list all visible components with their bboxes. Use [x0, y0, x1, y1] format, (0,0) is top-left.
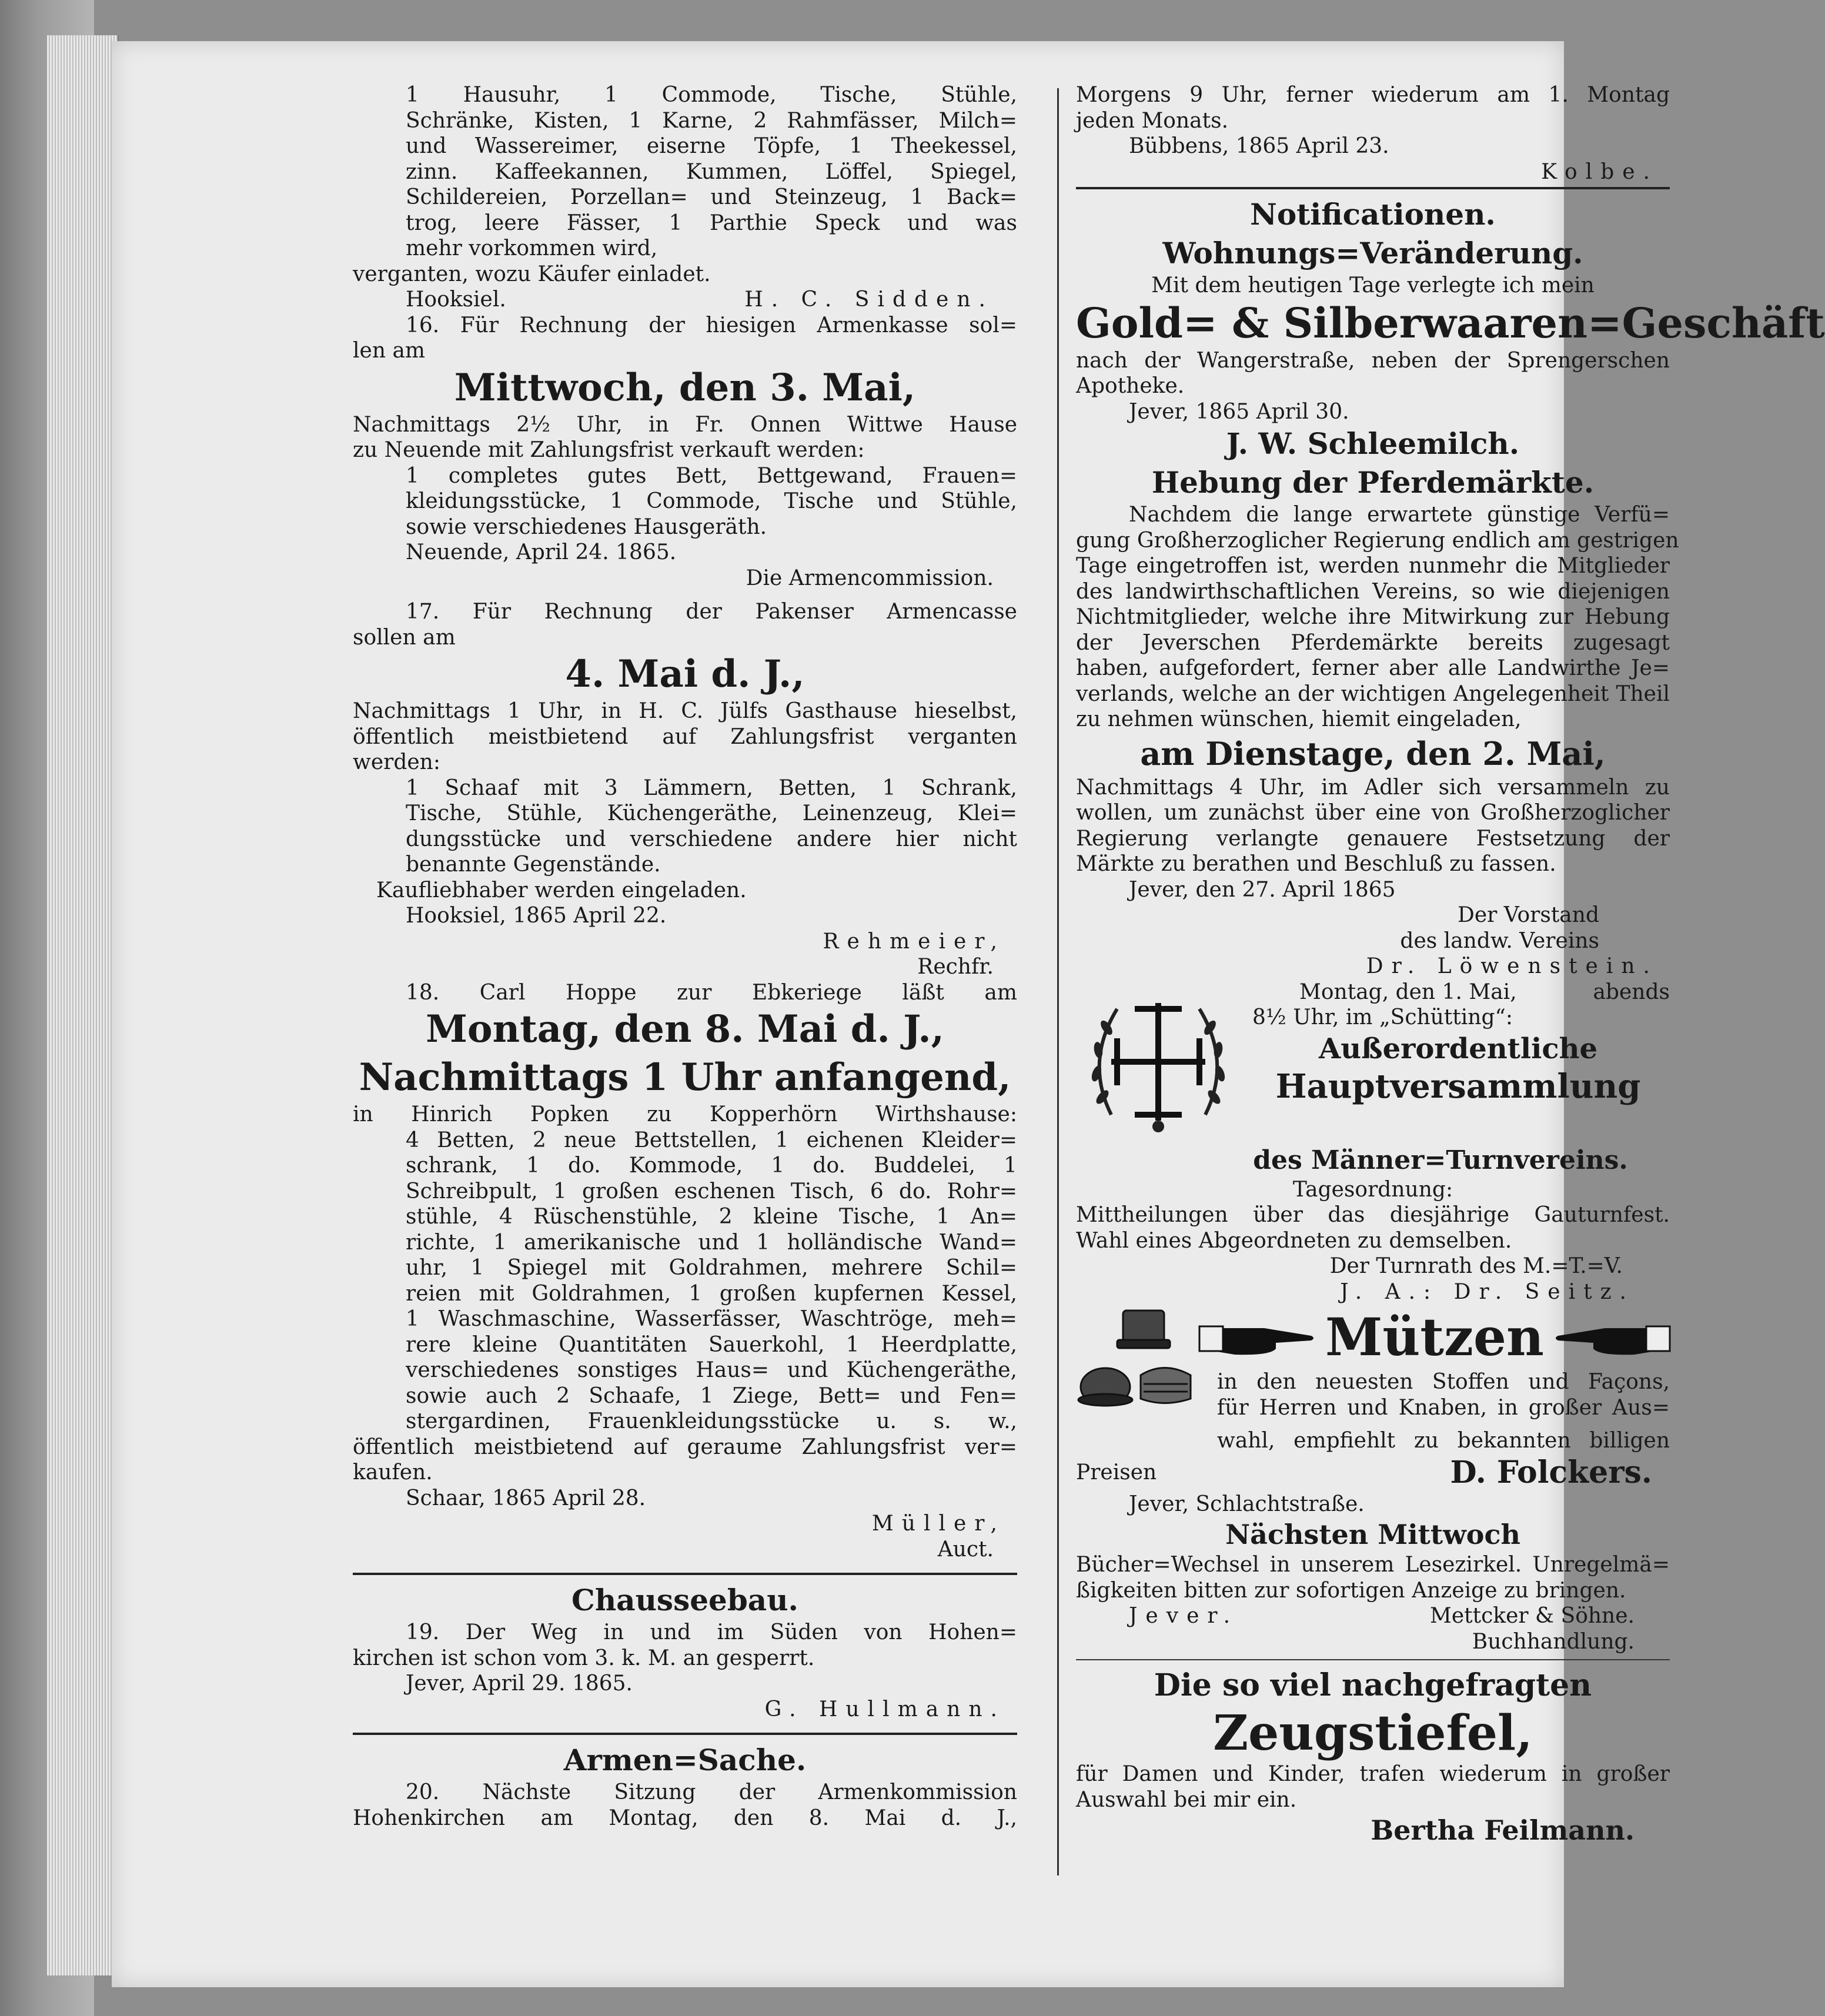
text-line: stergardinen, Frauenkleidungsstücke u. s. w., [406, 1409, 1017, 1433]
agenda-label: Tagesordnung: [1292, 1177, 1453, 1202]
signature-title: Auct. [937, 1537, 994, 1562]
notice-18-date: Montag, den 8. Mai d. J., [426, 1007, 944, 1051]
text-line: schrank, 1 do. Kommode, 1 do. Buddelei, 1 [406, 1154, 1017, 1178]
section-heading-notificationen: Notificationen. [1250, 197, 1496, 232]
muetzen-ad [1076, 1305, 1670, 1428]
signature-row [1076, 1603, 1670, 1629]
text-line: Auswahl bei mir ein. [1076, 1787, 1297, 1812]
section-rule [1076, 187, 1670, 189]
text-line: uhr, 1 Spiegel mit Goldrahmen, mehrere Schil= [406, 1256, 1017, 1280]
notice-16-line: len am [353, 339, 426, 363]
turnverein-text [1246, 979, 1670, 1106]
newspaper-page [112, 41, 1825, 1987]
ad-heading-naechsten-mittwoch: Nächsten Mittwoch [1225, 1519, 1520, 1550]
text-line: 1 Schaaf mit 3 Lämmern, Betten, 1 Schrank, [406, 775, 1017, 800]
text-line: sowie auch 2 Schaafe, 1 Ziege, Bett= und Fen= [406, 1383, 1017, 1408]
ad-signature-schleemilch: J. W. Schleemilch. [1226, 426, 1520, 461]
pointing-hand-left-icon [1552, 1313, 1670, 1360]
ad-shop-name: Gold= & Silberwaaren=Geschäft [1076, 298, 1825, 347]
text-line: kaufen. [353, 1460, 433, 1485]
text-line: Tage eingetroffen ist, werden nunmehr die Mitglieder [1076, 554, 1670, 578]
signature: Dr. Löwenstein. [1366, 954, 1658, 978]
notice-19-line: 19. Der Weg in und im Süden von Hohen= [406, 1620, 1017, 1644]
signature: Der Turnrath des M.=T.=V. [1329, 1254, 1623, 1278]
notice-20-line: Hohenkirchen am Montag, den 8. Mai d. J., [353, 1806, 1017, 1830]
text-line: sowie verschiedenes Hausgeräth. [406, 514, 767, 539]
text-line: gung Großherzoglicher Regierung endlich am gestrigen [1076, 528, 1679, 553]
meeting-date: Montag, den 1. Mai, [1299, 979, 1517, 1004]
column-divider [1057, 88, 1059, 1875]
meeting-time-label: abends [1593, 979, 1670, 1004]
text-line: zu nehmen wünschen, hiemit eingeladen, [1076, 707, 1522, 731]
signature: Die Armencommission. [746, 566, 994, 590]
place-date: Bübbens, 1865 April 23. [1129, 134, 1389, 158]
text-line: 1 completes gutes Bett, Bettgewand, Frauen= [406, 463, 1017, 488]
text-line: trog, leere Fässer, 1 Parthie Speck und was [406, 210, 1017, 235]
notice-16-line: 16. Für Rechnung der hiesigen Armenkasse sol= [406, 313, 1017, 337]
text-line: verlands, welche an der wichtigen Angelegenheit Theil [1076, 681, 1670, 706]
place-date: Neuende, April 24. 1865. [406, 540, 677, 564]
text-line: Kaufliebhaber werden eingeladen. [376, 878, 747, 902]
auction-item-list [353, 82, 1017, 262]
ad-heading-zeugstiefel-2: Zeugstiefel, [1213, 1705, 1533, 1761]
text-line: wollen, um zunächst über eine von Großherzoglicher [1076, 801, 1670, 825]
text-line: wahl, empfiehlt zu bekannten billigen [1217, 1429, 1670, 1453]
text-line: Schildereien, Porzellan= und Steinzeug, 1 Back= [406, 185, 1017, 209]
text-line: benannte Gegenstände. [406, 852, 661, 877]
text-line: verganten, wozu Käufer einladet. [353, 262, 711, 286]
meeting-date-row [1246, 979, 1670, 1005]
text-line: in den neuesten Stoffen und Façons, [1217, 1370, 1670, 1394]
notice-19-line: kirchen ist schon vom 3. k. M. an gesperrt. [353, 1646, 815, 1670]
ad-heading-wohnungs-veraenderung: Wohnungs=Veränderung. [1162, 236, 1583, 270]
meeting-time: 8½ Uhr, im „Schütting“: [1252, 1005, 1513, 1029]
signature: Müller, [871, 1512, 1005, 1536]
signature: des landw. Vereins [1400, 928, 1599, 953]
caps-illustration [1076, 1305, 1205, 1428]
text-line: ßigkeiten bitten zur sofortigen Anzeige zu bringen. [1076, 1578, 1626, 1603]
text-line: Tische, Stühle, Küchengeräthe, Leinenzeug, Klei= [406, 801, 1017, 825]
text-line: reien mit Goldrahmen, 1 großen kupfernen Kessel, [406, 1281, 1017, 1306]
place: Hooksiel. [406, 287, 506, 312]
agenda-item: Wahl eines Abgeordneten zu demselben. [1076, 1228, 1512, 1253]
turn-heading-2: Hauptversammlung [1275, 1066, 1641, 1106]
text-line: für Herren und Knaben, in großer Aus= [1217, 1395, 1670, 1420]
signature-title: Rechfr. [917, 955, 994, 979]
agenda-item: Mittheilungen über das diesjährige Gauturnfest. [1076, 1203, 1670, 1227]
text-line: werden: [353, 750, 440, 774]
text-line: 1 Hausuhr, 1 Commode, Tische, Stühle, [406, 83, 1017, 107]
text-line: 4 Betten, 2 neue Bettstellen, 1 eichenen Kleider= [406, 1128, 1017, 1152]
turn-heading-1: Außerordentliche [1318, 1032, 1598, 1065]
ad-heading-zeugstiefel-1: Die so viel nachgefragten [1154, 1667, 1592, 1703]
text-line: in Hinrich Popken zu Kopperhörn Wirthshause: [353, 1102, 1017, 1126]
turner-cross-emblem [1076, 979, 1241, 1144]
text-line: nach der Wangerstraße, neben der Sprengerschen [1076, 348, 1670, 373]
notice-17-line: 17. Für Rechnung der Pakenser Armencasse [406, 600, 1017, 624]
right-column [1076, 82, 1825, 1848]
place-date: Jever, April 29. 1865. [406, 1671, 633, 1696]
text-line: stühle, 4 Rüschenstühle, 2 kleine Tische, 1 An= [406, 1205, 1017, 1229]
text-line: Nichtmitglieder, welche ihre Mitwirkung zur Hebung [1076, 605, 1670, 629]
turn-heading-3: des Männer=Turnvereins. [1253, 1145, 1628, 1175]
text-line: Schreibpult, 1 großen eschenen Tisch, 6 do. Rohr= [406, 1179, 1017, 1203]
text-line: Preisen [1076, 1460, 1157, 1485]
text-line: jeden Monats. [1076, 108, 1229, 133]
text-line: Nachmittags 2½ Uhr, in Fr. Onnen Wittwe Hause [353, 412, 1017, 437]
ad-heading-muetzen: Mützen [1325, 1306, 1544, 1368]
left-column [353, 82, 1017, 1831]
text-line: Märkte zu berathen und Beschluß zu fassen. [1076, 852, 1556, 876]
ad-heading-pferdemaerkte: Hebung der Pferdemärkte. [1151, 465, 1595, 500]
notice-18-time: Nachmittags 1 Uhr anfangend, [359, 1055, 1011, 1099]
text-line: mehr vorkommen wird, [406, 236, 658, 260]
signature: G. Hullmann. [764, 1697, 1005, 1721]
signature: J. A.: Dr. Seitz. [1340, 1279, 1635, 1304]
text-line: für Damen und Kinder, trafen wiederum in großer [1076, 1762, 1670, 1786]
place-date: Jever, den 27. April 1865 [1129, 877, 1396, 902]
text-line: 1 Waschmaschine, Wasserfässer, Waschtröge, meh= [406, 1307, 1017, 1331]
signature-row [353, 287, 1017, 313]
ad-signature-feilmann: Bertha Feilmann. [1371, 1814, 1635, 1846]
book-page-edges [47, 35, 119, 1975]
notice-18-line: 18. Carl Hoppe zur Ebkeriege läßt am [406, 980, 1017, 1005]
ad-signature-folckers: D. Folckers. [1450, 1454, 1652, 1490]
text-line: Nachmittags 4 Uhr, im Adler sich versammeln zu [1076, 775, 1670, 800]
text-line: Regierung verlangte genauere Festsetzung der [1076, 826, 1670, 851]
notice-20-line: 20. Nächste Sitzung der Armenkommission [406, 1780, 1017, 1804]
signature: Mettcker & Söhne. [1430, 1604, 1635, 1628]
signature: H. C. Sidden. [744, 287, 994, 312]
section-rule [1076, 1659, 1670, 1660]
text-line: verschiedenes sonstiges Haus= und Küchengeräthe, [406, 1358, 1017, 1382]
muetzen-signature-row [1076, 1454, 1670, 1492]
place-date: Hooksiel, 1865 April 22. [406, 904, 667, 928]
notice-16-date: Mittwoch, den 3. Mai, [454, 365, 916, 410]
text-line: Mit dem heutigen Tage verlegte ich mein [1151, 273, 1595, 297]
section-heading-armen-sache: Armen=Sache. [563, 1743, 807, 1777]
place: Jever, Schlachtstraße. [1129, 1492, 1365, 1516]
section-heading-chausseebau: Chausseebau. [571, 1583, 798, 1617]
text-line: Apotheke. [1076, 374, 1185, 398]
signature: Rehmeier, [823, 929, 1005, 954]
signature-title: Buchhandlung. [1472, 1629, 1635, 1654]
text-line: rere kleine Quantitäten Sauerkohl, 1 Heerdplatte, [406, 1332, 1017, 1357]
notice-17-line: sollen am [353, 625, 456, 650]
place-date: Jever, 1865 April 30. [1129, 399, 1349, 424]
text-line: dungsstücke und verschiedene andere hier nicht [406, 827, 1017, 851]
text-line: Schränke, Kisten, 1 Karne, 2 Rahmfässer, Milch= [406, 108, 1017, 133]
text-line: zinn. Kaffeekannen, Kummen, Löffel, Spiegel, [406, 159, 1017, 184]
text-line: zu Neuende mit Zahlungsfrist verkauft werden: [353, 438, 865, 462]
text-line: öffentlich meistbietend auf geraume Zahlungsfrist ver= [353, 1435, 1017, 1459]
text-line: der Jeverschen Pferdemärkte bereits zugesagt [1076, 630, 1670, 655]
turnverein-ad [1076, 979, 1670, 1150]
text-line: Bücher=Wechsel in unserem Lesezirkel. Unregelmä= [1076, 1553, 1670, 1577]
signature: Kolbe. [1541, 159, 1658, 184]
place-date: Schaar, 1865 April 28. [406, 1486, 646, 1510]
place: Jever. [1129, 1604, 1239, 1628]
meeting-date: am Dienstage, den 2. Mai, [1140, 734, 1606, 773]
pointing-hand-right-icon [1199, 1313, 1317, 1360]
text-line: richte, 1 amerikanische und 1 holländische Wand= [406, 1230, 1017, 1255]
text-line: Nachmittags 1 Uhr, in H. C. Jülfs Gasthause hieselbst, [353, 699, 1017, 723]
notice-17-date: 4. Mai d. J., [565, 652, 805, 696]
section-rule [353, 1573, 1017, 1575]
text-line: des landwirthschaftlichen Vereins, so wie diejenigen [1076, 579, 1670, 604]
text-line: öffentlich meistbietend auf Zahlungsfrist verganten [353, 724, 1017, 749]
text-line: kleidungsstücke, 1 Commode, Tische und Stühle, [406, 489, 1017, 513]
text-line: Morgens 9 Uhr, ferner wiederum am 1. Montag [1076, 83, 1670, 107]
section-rule [353, 1733, 1017, 1735]
text-line: und Wassereimer, eiserne Töpfe, 1 Theekessel, [406, 134, 1017, 158]
text-line: Nachdem die lange erwartete günstige Verfü= [1129, 503, 1670, 527]
signature: Der Vorstand [1457, 903, 1599, 927]
text-line: haben, aufgefordert, ferner aber alle Landwirthe Je= [1076, 656, 1670, 680]
